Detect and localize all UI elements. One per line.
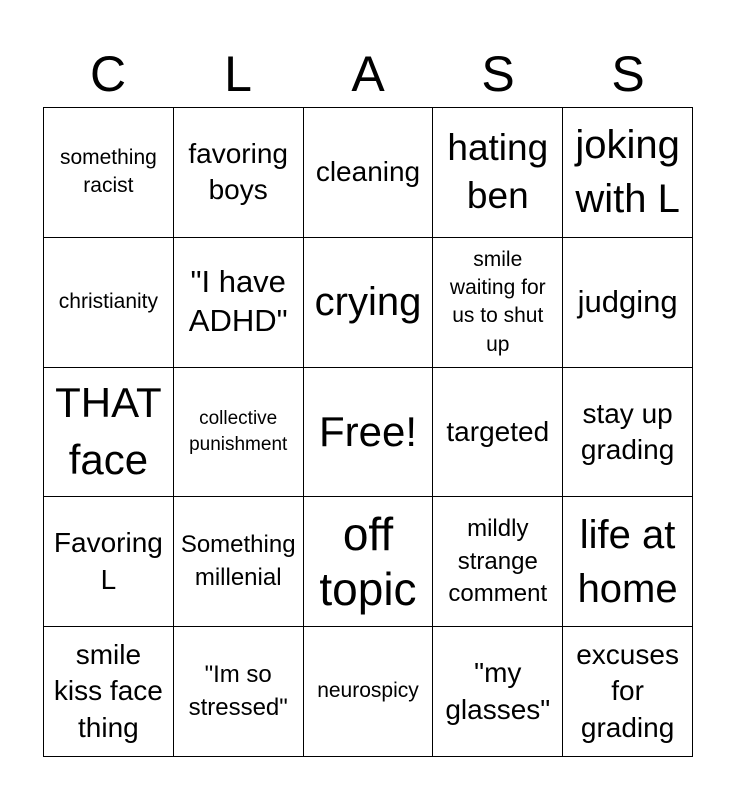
bingo-cell-r2c3[interactable] xyxy=(304,238,434,368)
bingo-cell-r4c5[interactable] xyxy=(563,497,693,627)
bingo-cell-text: neurospicy xyxy=(317,679,419,703)
header-letter-s: S xyxy=(481,46,515,102)
bingo-cell-r5c3[interactable] xyxy=(304,627,434,757)
bingo-cell-text: "Im so stressed" xyxy=(188,661,288,721)
bingo-cell-text: life at home xyxy=(577,512,678,611)
bingo-cell-r2c2[interactable] xyxy=(174,238,304,368)
bingo-cell-r3c4[interactable] xyxy=(433,368,563,498)
bingo-cell-text: off topic xyxy=(319,507,417,615)
header-letter-l: L xyxy=(224,46,252,102)
bingo-cell-r4c2[interactable] xyxy=(174,497,304,627)
bingo-cell-text: "I have ADHD" xyxy=(188,264,288,339)
bingo-cell-text: something racist xyxy=(59,146,157,198)
bingo-cell-r4c4[interactable] xyxy=(433,497,563,627)
bingo-cell-r2c4[interactable] xyxy=(433,238,563,368)
bingo-cell-text: Something millenial xyxy=(180,531,296,591)
header-letter-a: A xyxy=(351,46,385,102)
bingo-cell-r4c3[interactable] xyxy=(304,497,434,627)
bingo-cell-text: hating ben xyxy=(447,127,549,217)
bingo-cell-r1c3[interactable] xyxy=(304,108,434,238)
bingo-cell-text: stay up grading xyxy=(580,397,675,465)
bingo-cell-text: cleaning xyxy=(315,156,421,188)
bingo-cell-text: THAT face xyxy=(55,379,162,483)
bingo-cell-text: joking with L xyxy=(575,123,680,222)
bingo-cell-text: "my glasses" xyxy=(445,657,551,725)
bingo-cell-r3c3[interactable] xyxy=(304,368,434,498)
bingo-cell-r5c1[interactable] xyxy=(44,627,174,757)
bingo-cell-r3c5[interactable] xyxy=(563,368,693,498)
bingo-cell-r5c2[interactable] xyxy=(174,627,304,757)
bingo-cell-r5c5[interactable] xyxy=(563,627,693,757)
bingo-cell-r5c4[interactable] xyxy=(433,627,563,757)
bingo-cell-text: mildly strange comment xyxy=(448,515,548,607)
bingo-cell-text: Free! xyxy=(318,407,417,455)
bingo-board xyxy=(43,107,693,757)
bingo-cell-r3c2[interactable] xyxy=(174,368,304,498)
bingo-cell-text: crying xyxy=(314,280,422,325)
bingo-cell-text: judging xyxy=(577,283,678,319)
bingo-cell-text: smile kiss face thing xyxy=(53,639,163,743)
bingo-cell-text: smile waiting for us to shut up xyxy=(449,247,546,356)
bingo-cell-r1c2[interactable] xyxy=(174,108,304,238)
bingo-cell-r3c1[interactable] xyxy=(44,368,174,498)
header-letter-s-2: S xyxy=(611,46,645,102)
bingo-cell-r1c5[interactable] xyxy=(563,108,693,238)
bingo-cell-r1c1[interactable] xyxy=(44,108,174,238)
bingo-cell-text: favoring boys xyxy=(188,138,288,206)
bingo-cell-r2c1[interactable] xyxy=(44,238,174,368)
bingo-cell-r1c4[interactable] xyxy=(433,108,563,238)
bingo-cell-text: christianity xyxy=(58,290,158,314)
bingo-cell-text: excuses for grading xyxy=(576,639,679,743)
header-letter-c: C xyxy=(89,46,127,102)
bingo-cell-r4c1[interactable] xyxy=(44,497,174,627)
bingo-cell-r2c5[interactable] xyxy=(563,238,693,368)
bingo-cell-text: targeted xyxy=(446,415,550,447)
bingo-cell-text: collective punishment xyxy=(189,408,288,455)
bingo-header xyxy=(43,40,693,108)
bingo-cell-text: Favoring L xyxy=(53,527,163,595)
